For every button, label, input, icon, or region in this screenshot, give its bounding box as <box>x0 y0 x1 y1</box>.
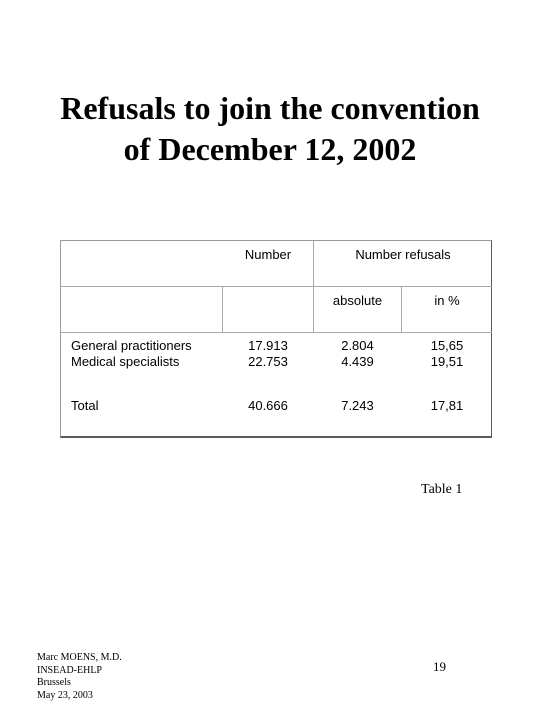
title-line-1: Refusals to join the convention <box>60 90 480 126</box>
header-number-refusals: Number refusals <box>355 247 451 262</box>
header-in-percent: in % <box>434 293 460 308</box>
value-number-total: 40.666 <box>248 398 288 413</box>
header-number: Number <box>244 247 292 262</box>
value-percent-gp: 15,65 <box>430 338 464 353</box>
footer-city: Brussels <box>37 677 71 688</box>
page-title <box>0 88 540 170</box>
footer-author: Marc MOENS, M.D. <box>37 652 122 663</box>
table-divider <box>61 332 492 333</box>
value-percent-ms: 19,51 <box>430 354 464 369</box>
page-number: 19 <box>433 659 446 674</box>
row-label-practitioners <box>71 338 221 370</box>
value-number-ms: 22.753 <box>248 354 288 369</box>
row-label-total: Total <box>71 398 99 413</box>
value-absolute-ms: 4.439 <box>341 354 374 369</box>
value-percent-total: 17,81 <box>430 398 464 413</box>
value-absolute-gp: 2.804 <box>341 338 374 353</box>
footer-date: May 23, 2003 <box>37 689 93 701</box>
table-divider <box>61 286 492 287</box>
table-caption: Table 1 <box>421 482 463 497</box>
table-divider <box>222 286 223 332</box>
footer-credits <box>37 652 122 702</box>
value-absolute-total: 7.243 <box>341 398 374 413</box>
value-number-gp: 17.913 <box>248 338 288 353</box>
cell-number <box>223 338 313 370</box>
title-line-2: of December 12, 2002 <box>123 131 417 167</box>
footer-org: INSEAD-EHLP <box>37 664 102 676</box>
cell-percent <box>402 338 492 370</box>
header-absolute: absolute <box>332 293 383 308</box>
label-general-practitioners: General practitioners <box>71 338 192 353</box>
label-medical-specialists: Medical specialists <box>71 354 180 369</box>
cell-absolute <box>314 338 401 370</box>
refusals-table <box>60 240 492 438</box>
